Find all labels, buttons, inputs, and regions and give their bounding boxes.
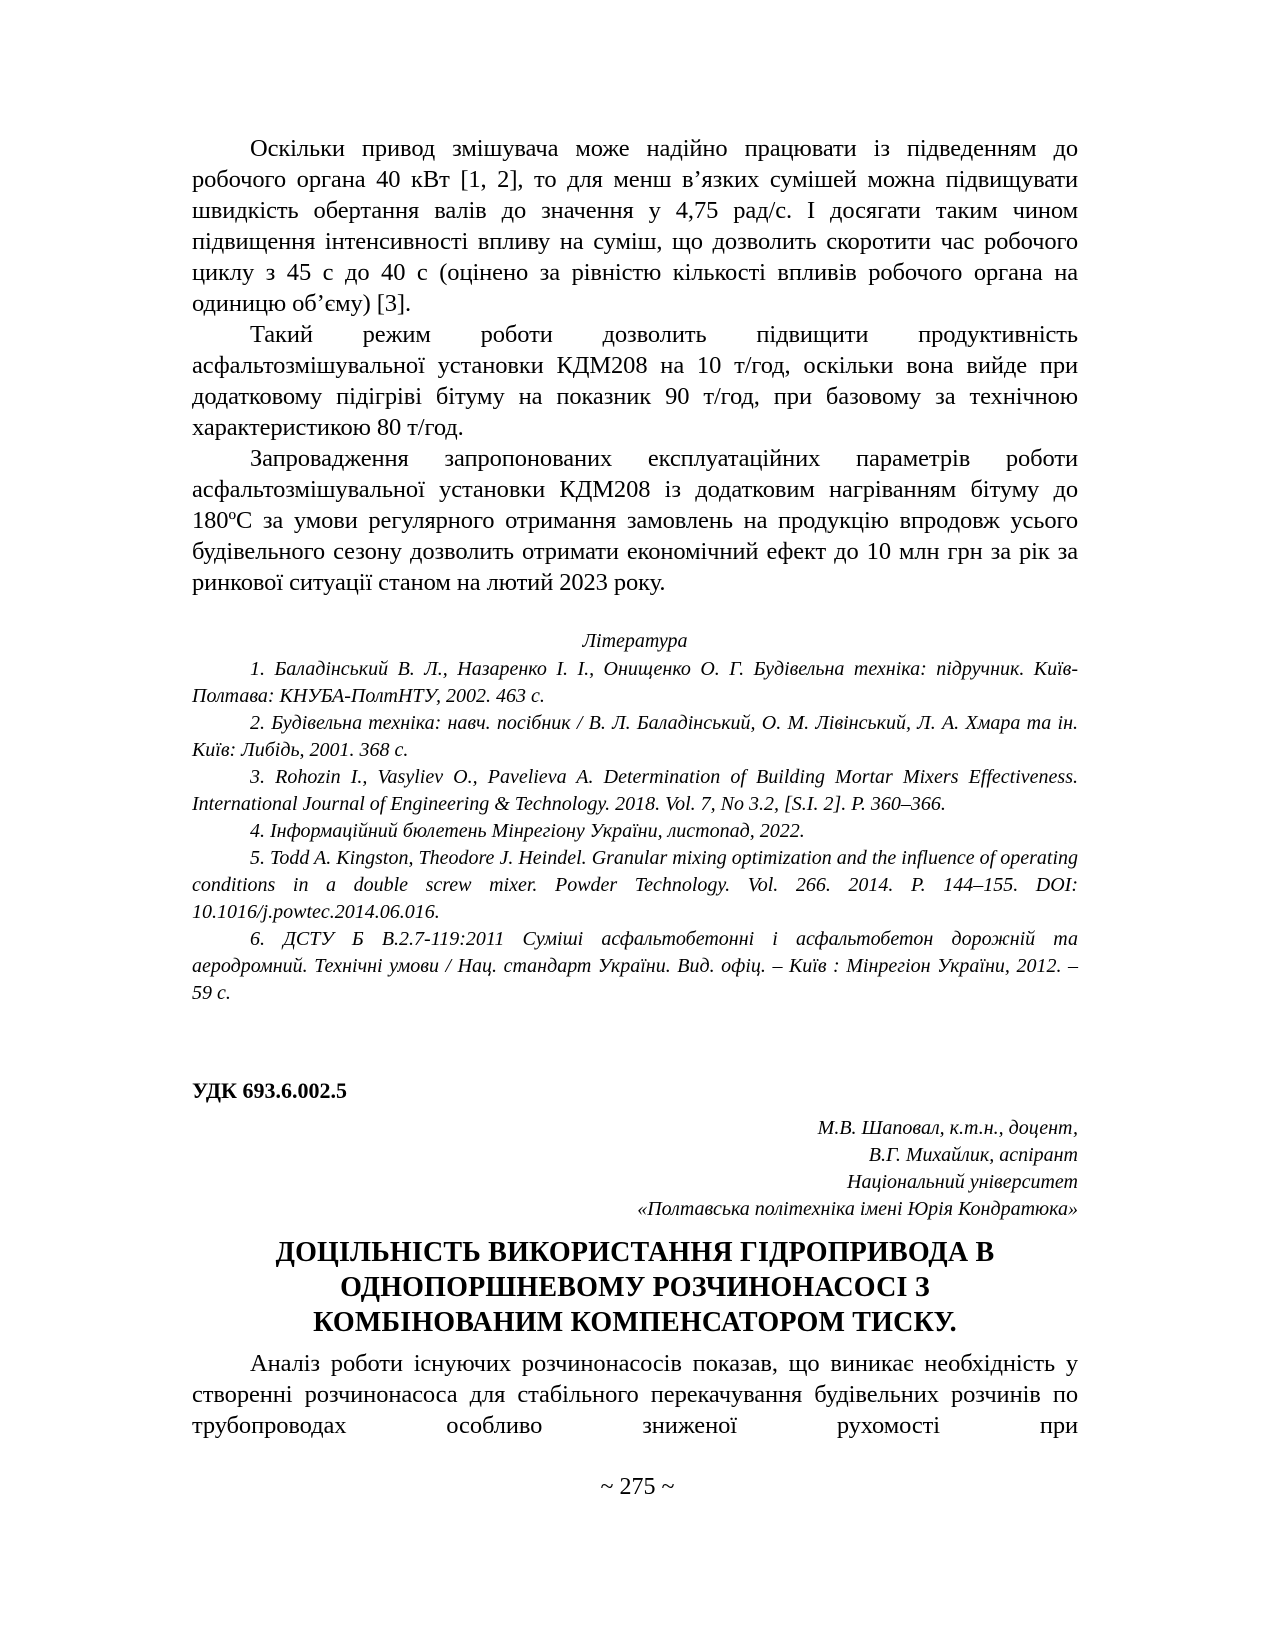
affiliation-line: «Полтавська політехніка імені Юрія Кондратюка» xyxy=(637,1198,1078,1220)
reference-item: 3. Rohozin I., Vasyliev O., Pavelieva A. Determination of Building Mortar Mixers Effectiveness. International Journal of Engineering & Technology. 2018. Vol. 7, No 3.2, [S.I. 2]. P. 360–366. xyxy=(192,766,1078,815)
reference-item: 5. Todd A. Kingston, Theodore J. Heindel. Granular mixing optimization and the influence of operating conditions in a double screw mixer. Powder Technology. Vol. 266. 2014. P. 144–155. DOI: 10.1016/j.powtec.2014.06.016. xyxy=(192,847,1078,923)
reference-item: 1. Баладінський В. Л., Назаренко І. І., Онищенко О. Г. Будівельна техніка: підручник. Київ-Полтава: КНУБА-ПолтНТУ, 2002. 463 с. xyxy=(192,658,1078,707)
body-paragraph: Такий режим роботи дозволить підвищити продуктивність асфальтозмішувальної установки КДМ208 на 10 т/год, оскільки вона вийде при додатковому підігріві бітуму на показник 90 т/год, при базовому за технічною характеристикою 80 т/год. xyxy=(192,321,1078,441)
authors-block xyxy=(192,1115,1078,1223)
article-title xyxy=(192,1235,1078,1340)
article-title-line: ОДНОПОРШНЕВОМУ РОЗЧИНОНАСОСІ З xyxy=(340,1272,930,1303)
author-line: М.В. Шаповал, к.т.н., доцент, xyxy=(817,1117,1078,1139)
article-title-line: ДОЦІЛЬНІСТЬ ВИКОРИСТАННЯ ГІДРОПРИВОДА В xyxy=(275,1237,995,1268)
body-paragraph: Запровадження запропонованих експлуатаційних параметрів роботи асфальтозмішувальної установки КДМ208 із додатковим нагріванням бітуму до 180ºС за умови регулярного отримання замовлень на продукцію впродовж усього будівельного сезону дозволить отримати економічний ефект до 10 млн грн за рік за ринкової ситуації станом на лютий 2023 року. xyxy=(192,445,1078,596)
references-heading: Література xyxy=(582,630,688,652)
next-article xyxy=(192,1077,1078,1441)
body-paragraph: Оскільки привод змішувача може надійно працювати із підведенням до робочого органа 40 кВт [1, 2], то для менш в’язких сумішей можна підвищувати швидкість обертання валів до значення у 4,75 рад/с. І досягати таким чином підвищення інтенсивності впливу на суміш, що дозволить скоротити час робочого циклу з 45 с до 40 с (оцінено за рівністю кількості впливів робочого органа на одиницю об’єму) [3]. xyxy=(192,135,1078,317)
article-title-line: КОМБІНОВАНИМ КОМПЕНСАТОРОМ ТИСКУ. xyxy=(313,1307,957,1338)
reference-item: 4. Інформаційний бюлетень Мінрегіону України, листопад, 2022. xyxy=(250,820,805,842)
reference-item: 6. ДСТУ Б В.2.7-119:2011 Суміші асфальтобетонні і асфальтобетон дорожній та аеродромний. Технічні умови / Нац. стандарт України. Вид. офіц. – Київ : Мінрегіон України, 2012. – 59 с. xyxy=(192,928,1078,1004)
page-number: ~ 275 ~ xyxy=(600,1474,675,1500)
author-line: В.Г. Михайлик, аспірант xyxy=(868,1144,1078,1166)
reference-item: 2. Будівельна техніка: навч. посібник / В. Л. Баладінський, О. М. Лівінський, Л. А. Хмара та ін. Київ: Либідь, 2001. 368 с. xyxy=(192,712,1078,761)
udk-code: УДК 693.6.002.5 xyxy=(192,1078,348,1103)
intro-paragraph: Аналіз роботи існуючих розчинонасосів показав, що виникає необхідність у створенні розчинонасоса для стабільного перекачування будівельних розчинів по трубопроводах особливо зниженої рухомості при xyxy=(192,1350,1078,1439)
affiliation-line: Національний університет xyxy=(847,1171,1078,1193)
page-content xyxy=(192,133,1078,1441)
references-section xyxy=(192,628,1078,1007)
